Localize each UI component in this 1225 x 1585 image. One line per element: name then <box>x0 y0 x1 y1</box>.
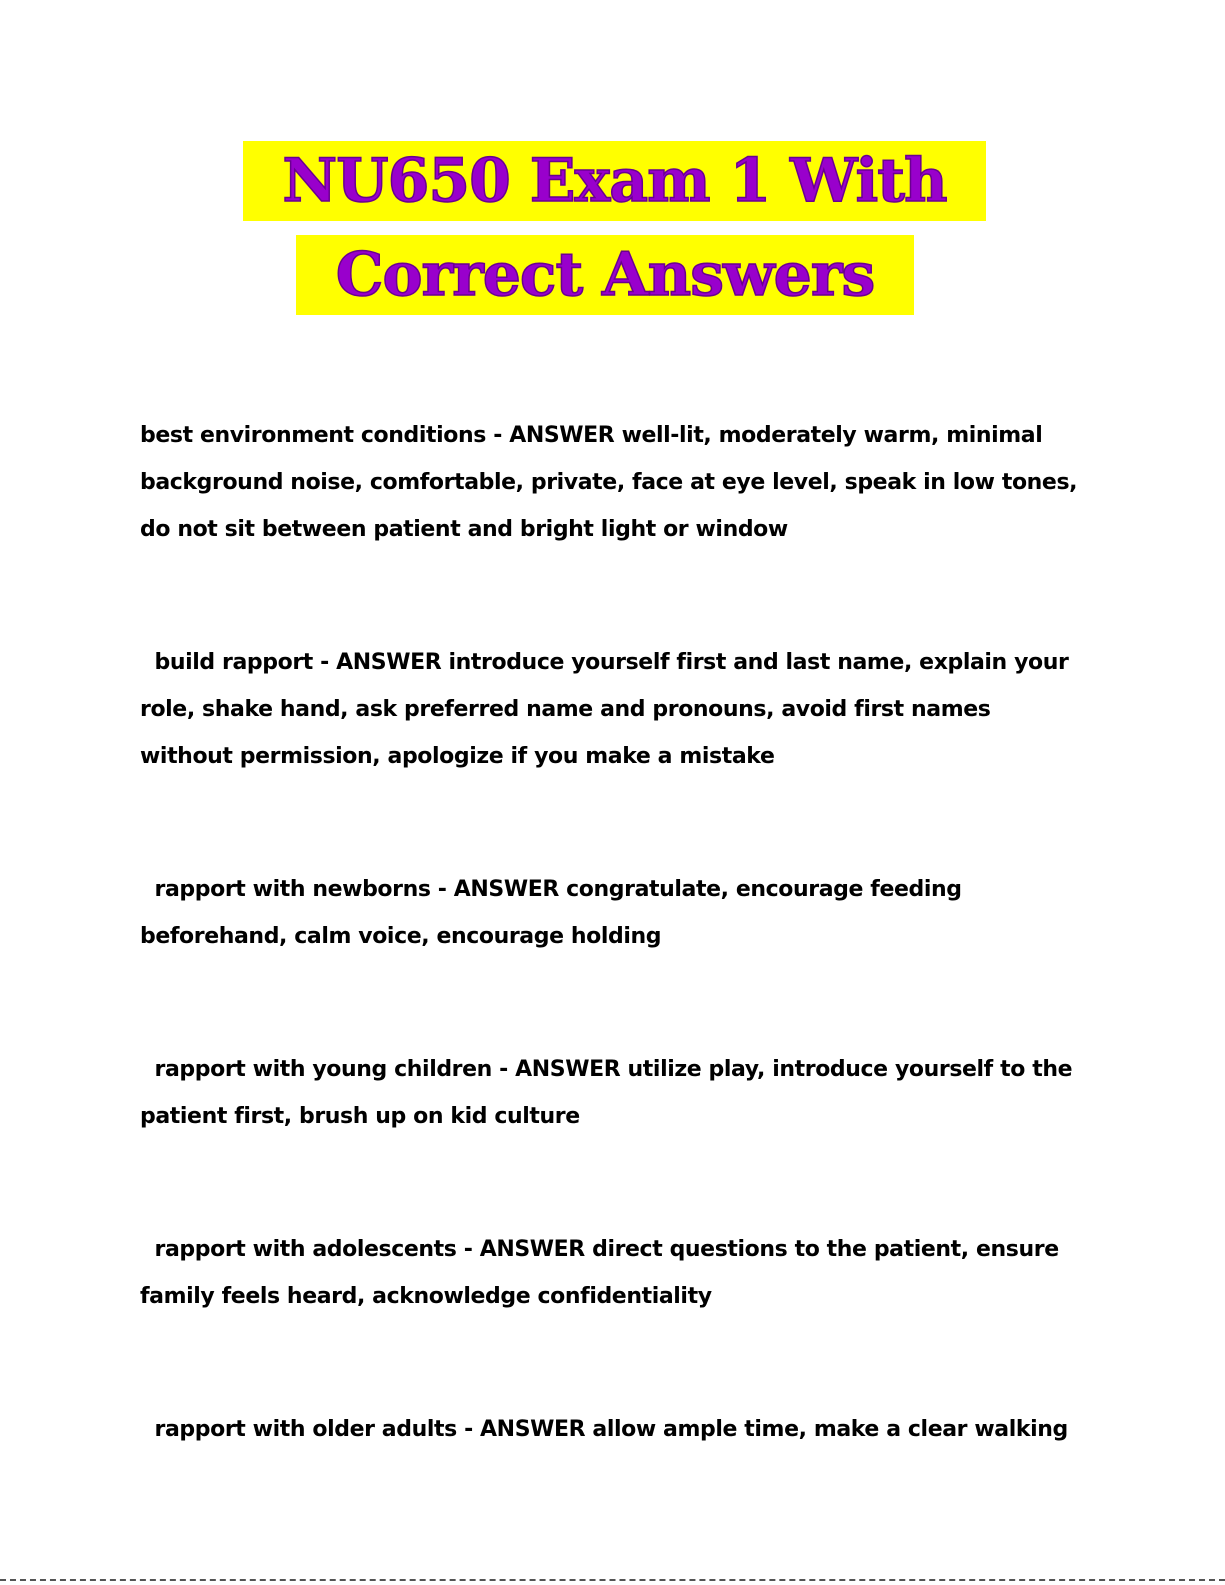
page-bottom-rule <box>0 1579 1225 1581</box>
qa-entry-adolescents: rapport with adolescents - ANSWER direct questions to the patient, ensure family feels heard, acknowledge confidentiality <box>140 1237 1066 1309</box>
qa-entry-older-adults: rapport with older adults - ANSWER allow ample time, make a clear walking <box>140 1417 1068 1442</box>
qa-entry-young-children: rapport with young children - ANSWER utilize play, introduce yourself to the patient first, brush up on kid culture <box>140 1057 1080 1129</box>
qa-entry-environment: best environment conditions - ANSWER well-lit, moderately warm, minimal background noise, comfortable, private, face at eye level, speak in low tones, do not sit between patient and bright light or window <box>140 423 1085 542</box>
document-title-line-2: Correct Answers <box>296 235 914 315</box>
qa-entry-build-rapport: build rapport - ANSWER introduce yourself first and last name, explain your role, shake hand, ask preferred name and pronouns, avoid first names without permission, apologize if you make a mistake <box>140 650 1076 769</box>
qa-entry-newborns: rapport with newborns - ANSWER congratulate, encourage feeding beforehand, calm voice, encourage holding <box>140 877 969 949</box>
document-title-line-1: NU650 Exam 1 With <box>243 141 986 221</box>
